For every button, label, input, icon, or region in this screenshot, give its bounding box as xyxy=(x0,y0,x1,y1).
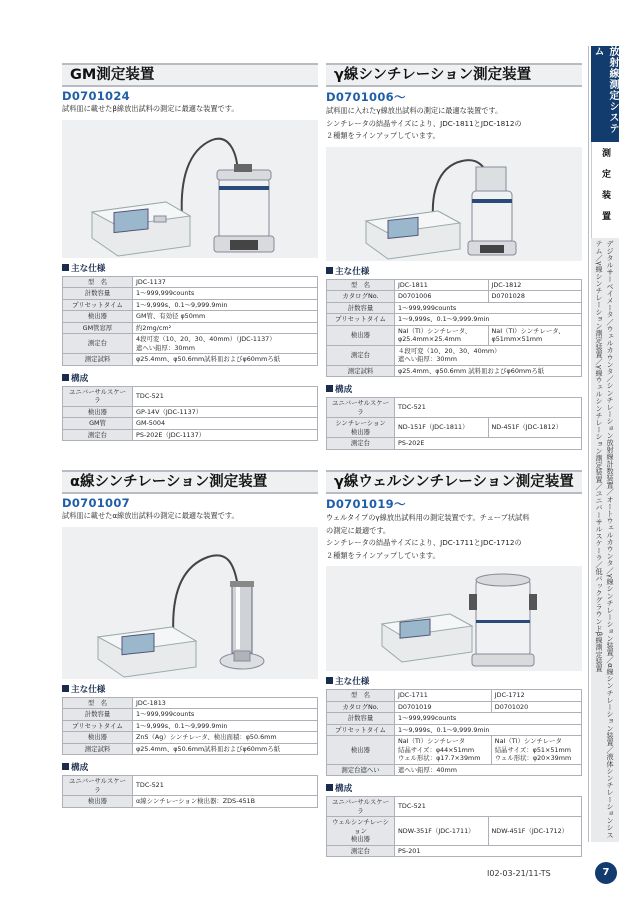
spec-table xyxy=(62,276,318,366)
cell-value: 遮へい鉛厚：40mm xyxy=(395,764,582,776)
cell-value: GP-14V（JDC-1137） xyxy=(133,406,318,418)
table-row xyxy=(327,817,582,846)
row-label: 検出器 xyxy=(63,406,133,418)
cell-value: PS-202E（JDC-1137） xyxy=(133,429,318,441)
sidebar-list[interactable]: デジタルサーベイメータ／ウェルカウンタ／シンチレーション放射線計数装置／オートウェルカウンタ／γ線シンチレーション装置／α線シンチレーション装置／液体シンチレーションシステム／γ線シンチレーション測定装置／γ線ウェルシンチレーション測定装置／ユニバーサルスケーラ／低バックグラウンドβ線測定装置 xyxy=(591,238,619,842)
well-device-illustration xyxy=(326,566,582,671)
row-label: 測定台 xyxy=(327,345,395,365)
cell-value: 1〜9,999s、0.1〜9,999.9min xyxy=(395,724,582,736)
cell-value: NaI（Tl）シンチレータ、 φ51mm×51mm xyxy=(488,325,582,345)
row-label: 計数容量 xyxy=(327,713,395,725)
cell-value: PS-202E xyxy=(395,438,582,450)
table-row xyxy=(63,429,318,441)
table-row xyxy=(63,406,318,418)
table-row xyxy=(63,709,318,721)
gm-device-illustration xyxy=(62,120,318,258)
row-label: 検出器 xyxy=(63,732,133,744)
panel-title: γ線シンチレーション測定装置 xyxy=(326,63,582,87)
table-row xyxy=(327,279,582,291)
config-heading: 構成 xyxy=(62,761,318,773)
table-row xyxy=(63,418,318,430)
spec-heading: 主な仕様 xyxy=(326,675,582,687)
table-row xyxy=(327,797,582,817)
catalog-code: D0701019〜 xyxy=(326,497,406,511)
cell-value: φ25.4mm、φ50.6mm 試料皿およびφ60mmろ紙 xyxy=(395,365,582,377)
description: ウェルタイプのγ線放出試料用の測定装置です。チューブ状試料 の測定に最適です。 シンチレータの結晶サイズにより、JDC-1711とJDC-1712の ２種類をラインアップしています。 xyxy=(326,513,530,560)
spec-table xyxy=(326,689,582,776)
table-row xyxy=(63,776,318,796)
panel-gm xyxy=(62,63,318,441)
row-label: プリセットタイム xyxy=(327,724,395,736)
table-row xyxy=(63,299,318,311)
row-label: ウェルシンチレーション 検出器 xyxy=(327,817,395,846)
panel-title: α線シンチレーション測定装置 xyxy=(62,470,318,494)
alpha-device-illustration xyxy=(62,527,318,679)
table-row xyxy=(327,701,582,713)
cell-value: JDC-1812 xyxy=(488,279,582,291)
config-table xyxy=(326,796,582,857)
config-heading: 構成 xyxy=(326,383,582,395)
table-row xyxy=(63,354,318,366)
spec-heading: 主な仕様 xyxy=(326,265,582,277)
row-label: ユニバーサルスケーラ xyxy=(63,386,133,406)
panel-title: γ線ウェルシンチレーション測定装置 xyxy=(326,470,582,494)
config-table xyxy=(62,386,318,442)
row-label: 計数容量 xyxy=(63,709,133,721)
cell-value: TDC-521 xyxy=(395,797,582,817)
cell-value: NaI（Tl）シンチレータ 結晶サイズ：φ51×51mm ウェル形状：φ20×39mm xyxy=(491,736,581,765)
cell-value: 約2mg/cm² xyxy=(133,322,318,334)
row-label: 測定台 xyxy=(327,845,395,857)
table-row xyxy=(327,845,582,857)
panel-title: GM測定装置 xyxy=(62,63,318,87)
table-row xyxy=(327,690,582,702)
spec-heading: 主な仕様 xyxy=(62,683,318,695)
sidebar xyxy=(591,46,619,842)
row-label: GM管窓厚 xyxy=(63,322,133,334)
table-row xyxy=(63,311,318,323)
cell-value: 1〜999,999counts xyxy=(133,288,318,300)
panel-alpha xyxy=(62,470,318,808)
table-row xyxy=(63,720,318,732)
table-row xyxy=(327,713,582,725)
config-table xyxy=(62,775,318,808)
spec-table xyxy=(62,697,318,756)
cell-value: D0701020 xyxy=(491,701,581,713)
cell-value: NDW-451F（JDC-1712） xyxy=(488,817,582,846)
table-row xyxy=(327,398,582,418)
row-label: 型 名 xyxy=(63,276,133,288)
table-row xyxy=(327,724,582,736)
cell-value: φ25.4mm、φ50.6mm試料皿およびφ60mmろ紙 xyxy=(133,743,318,755)
cell-value: 1〜999,999counts xyxy=(133,709,318,721)
cell-value: 1〜9,999s、0.1〜9,999.9min xyxy=(395,314,582,326)
table-row xyxy=(327,345,582,365)
footer-code: I02-03-21/11-TS xyxy=(487,869,551,878)
table-row xyxy=(63,288,318,300)
cell-value: ZnS（Ag）シンチレータ、検出面積：φ50.6mm xyxy=(133,732,318,744)
cell-value: JDC-1711 xyxy=(395,690,492,702)
cell-value: TDC-521 xyxy=(133,386,318,406)
cell-value: PS-201 xyxy=(395,845,582,857)
table-row xyxy=(327,764,582,776)
row-label: 測定試料 xyxy=(63,354,133,366)
table-row xyxy=(327,418,582,438)
table-row xyxy=(63,322,318,334)
cell-value: 1〜999,999counts xyxy=(395,713,582,725)
cell-value: ND-151F（JDC-1811） xyxy=(395,418,489,438)
catalog-code: D0701007 xyxy=(62,496,130,510)
spec-table xyxy=(326,279,582,378)
row-label: 検出器 xyxy=(327,325,395,345)
product-photo xyxy=(326,147,582,261)
row-label: 検出器 xyxy=(63,311,133,323)
row-label: プリセットタイム xyxy=(63,299,133,311)
cell-value: 1〜999,999counts xyxy=(395,302,582,314)
cell-value: φ25.4mm、φ50.6mm試料皿およびφ60mmろ紙 xyxy=(133,354,318,366)
cell-value: JDC-1712 xyxy=(491,690,581,702)
product-photo xyxy=(326,566,582,671)
catalog-code: D0701024 xyxy=(62,89,130,103)
row-label: 測定試料 xyxy=(327,365,395,377)
spec-heading: 主な仕様 xyxy=(62,262,318,274)
sidebar-current-section[interactable]: 測定装置 xyxy=(591,142,619,238)
cell-value: JDC-1137 xyxy=(133,276,318,288)
row-label: 測定試料 xyxy=(63,743,133,755)
gamma-device-illustration xyxy=(326,147,582,261)
table-row xyxy=(63,743,318,755)
row-label: 検出器 xyxy=(327,736,395,765)
row-label: シンチレーション 検出器 xyxy=(327,418,395,438)
row-label: 検出器 xyxy=(63,796,133,808)
row-label: 計数容量 xyxy=(327,302,395,314)
cell-value: D0701028 xyxy=(488,291,582,303)
table-row xyxy=(327,365,582,377)
cell-value: ND-451F（JDC-1812） xyxy=(488,418,582,438)
cell-value: TDC-521 xyxy=(395,398,582,418)
cell-value: GM-5004 xyxy=(133,418,318,430)
table-row xyxy=(63,796,318,808)
sidebar-category[interactable]: 放射線測定システム xyxy=(591,46,619,142)
row-label: 測定台遮へい xyxy=(327,764,395,776)
config-table xyxy=(326,397,582,450)
row-label: 測定台 xyxy=(63,429,133,441)
cell-value: NaI（Tl）シンチレータ 結晶サイズ：φ44×51mm ウェル形状：φ17.7×39mm xyxy=(395,736,492,765)
description: 試料皿に載せたβ線放出試料の測定に最適な装置です。 xyxy=(62,104,239,113)
page-number: 7 xyxy=(595,862,617,884)
product-photo xyxy=(62,120,318,258)
row-label: カタログNo. xyxy=(327,701,395,713)
row-label: 測定台 xyxy=(327,438,395,450)
row-label: プリセットタイム xyxy=(63,720,133,732)
table-row xyxy=(327,314,582,326)
table-row xyxy=(63,334,318,354)
cell-value: NaI（Tl）シンチレータ、 φ25.4mm×25.4mm xyxy=(395,325,489,345)
table-row xyxy=(327,325,582,345)
cell-value: 1〜9,999s、0.1〜9,999.9min xyxy=(133,720,318,732)
row-label: プリセットタイム xyxy=(327,314,395,326)
cell-value: D0701019 xyxy=(395,701,492,713)
description: 試料皿に載せたα線放出試料の測定に最適な装置です。 xyxy=(62,511,239,520)
table-row xyxy=(327,291,582,303)
panel-gamma xyxy=(326,63,582,450)
row-label: 型 名 xyxy=(327,279,395,291)
table-row xyxy=(63,276,318,288)
table-row xyxy=(63,697,318,709)
catalog-code: D0701006〜 xyxy=(326,90,406,104)
row-label: 型 名 xyxy=(63,697,133,709)
row-label: 測定台 xyxy=(63,334,133,354)
cell-value: 4段可変（10、20、30、40mm）（JDC-1137） 遮へい鉛厚：30mm xyxy=(133,334,318,354)
table-row xyxy=(327,438,582,450)
cell-value: NDW-351F（JDC-1711） xyxy=(395,817,489,846)
row-label: 計数容量 xyxy=(63,288,133,300)
row-label: ユニバーサルスケーラ xyxy=(327,797,395,817)
config-heading: 構成 xyxy=(326,782,582,794)
cell-value: D0701006 xyxy=(395,291,489,303)
table-row xyxy=(63,386,318,406)
row-label: カタログNo. xyxy=(327,291,395,303)
table-row xyxy=(63,732,318,744)
sidebar-divider xyxy=(588,46,589,842)
table-row xyxy=(327,736,582,765)
cell-value: 1〜9,999s、0.1〜9,999.9min xyxy=(133,299,318,311)
row-label: 型 名 xyxy=(327,690,395,702)
cell-value: GM管、有効径 φ50mm xyxy=(133,311,318,323)
description: 試料皿に入れたγ線放出試料の測定に最適な装置です。 シンチレータの結晶サイズにより、JDC-1811とJDC-1812の ２種類をラインアップしています。 xyxy=(326,106,522,140)
row-label: ユニバーサルスケーラ xyxy=(63,776,133,796)
cell-value: ４段可変（10、20、30、40mm） 遮へい鉛厚：30mm xyxy=(395,345,582,365)
row-label: GM管 xyxy=(63,418,133,430)
cell-value: JDC-1813 xyxy=(133,697,318,709)
panel-well xyxy=(326,470,582,857)
config-heading: 構成 xyxy=(62,372,318,384)
cell-value: JDC-1811 xyxy=(395,279,489,291)
cell-value: α線シンチレーション検出器：ZDS-451B xyxy=(133,796,318,808)
table-row xyxy=(327,302,582,314)
cell-value: TDC-521 xyxy=(133,776,318,796)
row-label: ユニバーサルスケーラ xyxy=(327,398,395,418)
product-photo xyxy=(62,527,318,679)
